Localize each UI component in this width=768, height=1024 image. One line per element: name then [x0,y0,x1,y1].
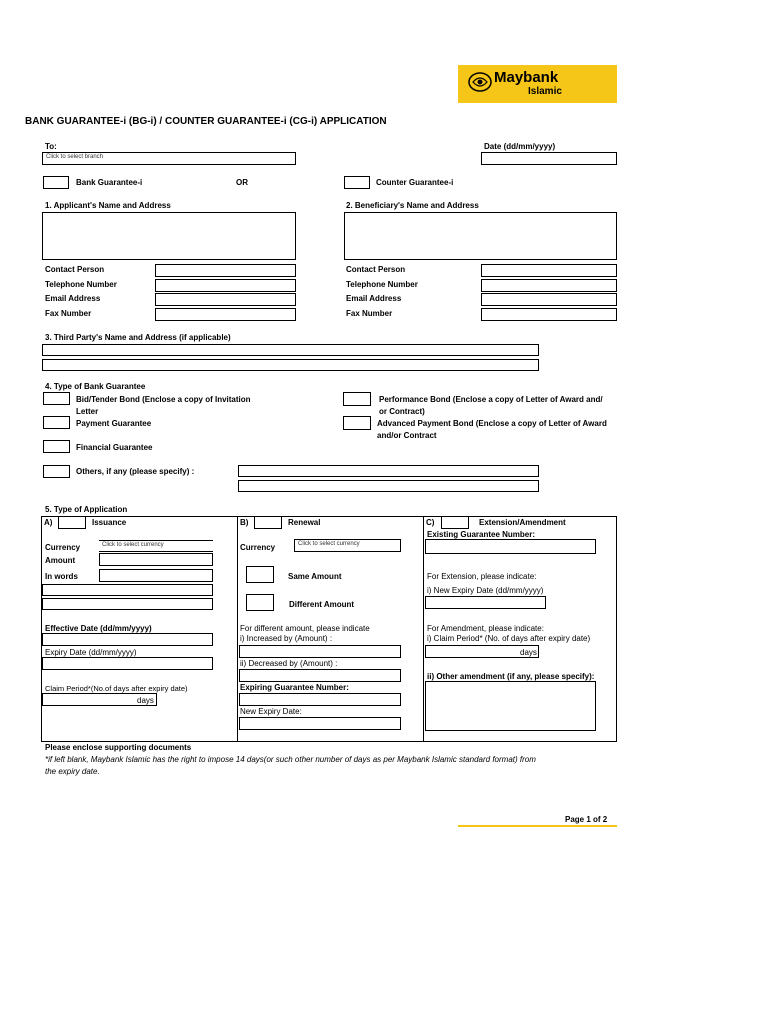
extension-letter: C) [426,518,435,527]
section4-title: 4. Type of Bank Guarantee [45,382,146,391]
c-new-expiry-field[interactable] [425,596,546,609]
a-amount-label: Amount [45,556,76,565]
branch-select[interactable]: Click to select branch [42,152,296,165]
footer-accent-line [458,825,617,827]
beneficiary-telephone-field[interactable] [481,279,617,292]
renewal-letter: B) [240,518,249,527]
cg-checkbox[interactable] [344,176,370,189]
b-expiring-label: Expiring Guarantee Number: [240,683,349,692]
beneficiary-contact-field[interactable] [481,264,617,277]
section5-title: 5. Type of Application [45,505,128,514]
beneficiary-email-field[interactable] [481,293,617,306]
b-new-expiry-label: New Expiry Date: [240,707,302,716]
a-expiry-field[interactable] [42,657,213,670]
a-words-field3[interactable] [42,598,213,610]
footnote-line1: *if left blank, Maybank Islamic has the right to impose 14 days(or such other number of days as per Maybank Islamic standard format) from [45,755,536,764]
third-party-line2[interactable] [42,359,539,371]
b-decreased-label: ii) Decreased by (Amount) : [240,659,338,668]
column-divider-ab [237,516,238,742]
b-new-expiry-field[interactable] [239,717,401,730]
maybank-islamic-logo [458,65,617,103]
others-specify-line2[interactable] [238,480,539,492]
applicant-email-label: Email Address [45,294,101,303]
section3-title: 3. Third Party's Name and Address (if applicable) [45,333,231,342]
b-currency-label: Currency [240,543,276,552]
issuance-letter: A) [44,518,53,527]
b-increased-label: i) Increased by (Amount) : [240,634,333,643]
renewal-label: Renewal [288,518,321,527]
a-currency-select[interactable]: Click to select currency [99,540,213,552]
c-for-extension-label: For Extension, please indicate: [427,572,537,581]
applicant-fax-field[interactable] [155,308,296,321]
b-increased-field[interactable] [239,645,401,658]
same-amount-checkbox[interactable] [246,566,274,583]
c-for-amendment-label: For Amendment, please indicate: [427,624,544,633]
financial-guarantee-label: Financial Guarantee [76,443,153,452]
a-currency-label: Currency [45,543,81,552]
date-field[interactable] [481,152,617,165]
applicant-email-field[interactable] [155,293,296,306]
c-new-expiry-label: i) New Expiry Date (dd/mm/yyyy) [427,586,544,595]
to-label: To: [45,142,57,151]
a-words-field1[interactable] [99,569,213,582]
a-words-label: In words [45,572,78,581]
cg-label: Counter Guarantee-i [376,178,454,187]
others-specify-line1[interactable] [238,465,539,477]
third-party-line1[interactable] [42,344,539,356]
bid-bond-checkbox[interactable] [43,392,70,405]
beneficiary-name-address[interactable] [344,212,617,260]
issuance-label: Issuance [92,518,127,527]
performance-bond-checkbox[interactable] [343,392,371,406]
or-label: OR [236,178,248,187]
extension-checkbox[interactable] [441,516,469,529]
a-expiry-label: Expiry Date (dd/mm/yyyy) [45,648,137,657]
beneficiary-email-label: Email Address [346,294,402,303]
b-decreased-field[interactable] [239,669,401,682]
bid-bond-label: Bid/Tender Bond (Enclose a copy of Invitation [76,395,251,404]
c-days-label: days [520,648,537,657]
a-days-label: days [137,696,154,705]
bg-checkbox[interactable] [43,176,69,189]
column-divider-bc [423,516,424,742]
enclose-note: Please enclose supporting documents [45,743,192,752]
others-checkbox[interactable] [43,465,70,478]
c-existing-label: Existing Guarantee Number: [427,530,536,539]
beneficiary-contact-label: Contact Person [346,265,406,274]
beneficiary-telephone-label: Telephone Number [346,280,418,289]
issuance-checkbox[interactable] [58,516,86,529]
applicant-contact-label: Contact Person [45,265,105,274]
logo-brand: Maybank [494,69,559,86]
a-claim-label: Claim Period*(No.of days after expiry date) [45,684,188,693]
footnote-line2: the expiry date. [45,767,100,776]
applicant-name-address[interactable] [42,212,296,260]
renewal-checkbox[interactable] [254,516,282,529]
beneficiary-fax-field[interactable] [481,308,617,321]
tiger-emblem-icon [468,71,492,93]
a-effective-field[interactable] [42,633,213,646]
advanced-payment-label-cont: and/or Contract [377,431,437,440]
c-other-field[interactable] [425,681,596,731]
page-title: BANK GUARANTEE-i (BG-i) / COUNTER GUARANTEE-i (CG-i) APPLICATION [25,116,387,127]
a-amount-field[interactable] [99,553,213,566]
b-for-different-label: For different amount, please indicate [240,624,370,633]
section2-title: 2. Beneficiary's Name and Address [346,201,479,210]
different-amount-checkbox[interactable] [246,594,274,611]
applicant-telephone-field[interactable] [155,279,296,292]
b-currency-select[interactable]: Click to select currency [294,539,401,552]
applicant-contact-field[interactable] [155,264,296,277]
advanced-payment-label: Advanced Payment Bond (Enclose a copy of Letter of Award [377,419,607,428]
extension-label: Extension/Amendment [479,518,566,527]
performance-bond-label: Performance Bond (Enclose a copy of Letter of Award and/ [379,395,603,404]
different-amount-label: Different Amount [289,600,355,609]
a-words-field2[interactable] [42,584,213,596]
beneficiary-fax-label: Fax Number [346,309,393,318]
date-label: Date (dd/mm/yyyy) [484,142,556,151]
b-expiring-field[interactable] [239,693,401,706]
financial-guarantee-checkbox[interactable] [43,440,70,453]
others-label: Others, if any (please specify) : [76,467,195,476]
logo-sub: Islamic [528,86,562,97]
applicant-fax-label: Fax Number [45,309,92,318]
same-amount-label: Same Amount [288,572,342,581]
performance-bond-label-cont: or Contract) [379,407,425,416]
section1-title: 1. Applicant's Name and Address [45,201,171,210]
bid-bond-label-cont: Letter [76,407,99,416]
payment-guarantee-label: Payment Guarantee [76,419,152,428]
advanced-payment-checkbox[interactable] [343,416,371,430]
c-claim-label: i) Claim Period* (No. of days after expiry date) [427,634,591,643]
c-existing-field[interactable] [425,539,596,554]
page-number: Page 1 of 2 [565,815,608,824]
applicant-telephone-label: Telephone Number [45,280,117,289]
bg-label: Bank Guarantee-i [76,178,143,187]
payment-guarantee-checkbox[interactable] [43,416,70,429]
a-effective-label: Effective Date (dd/mm/yyyy) [45,624,152,633]
c-other-label: ii) Other amendment (if any, please specify): [427,672,595,681]
